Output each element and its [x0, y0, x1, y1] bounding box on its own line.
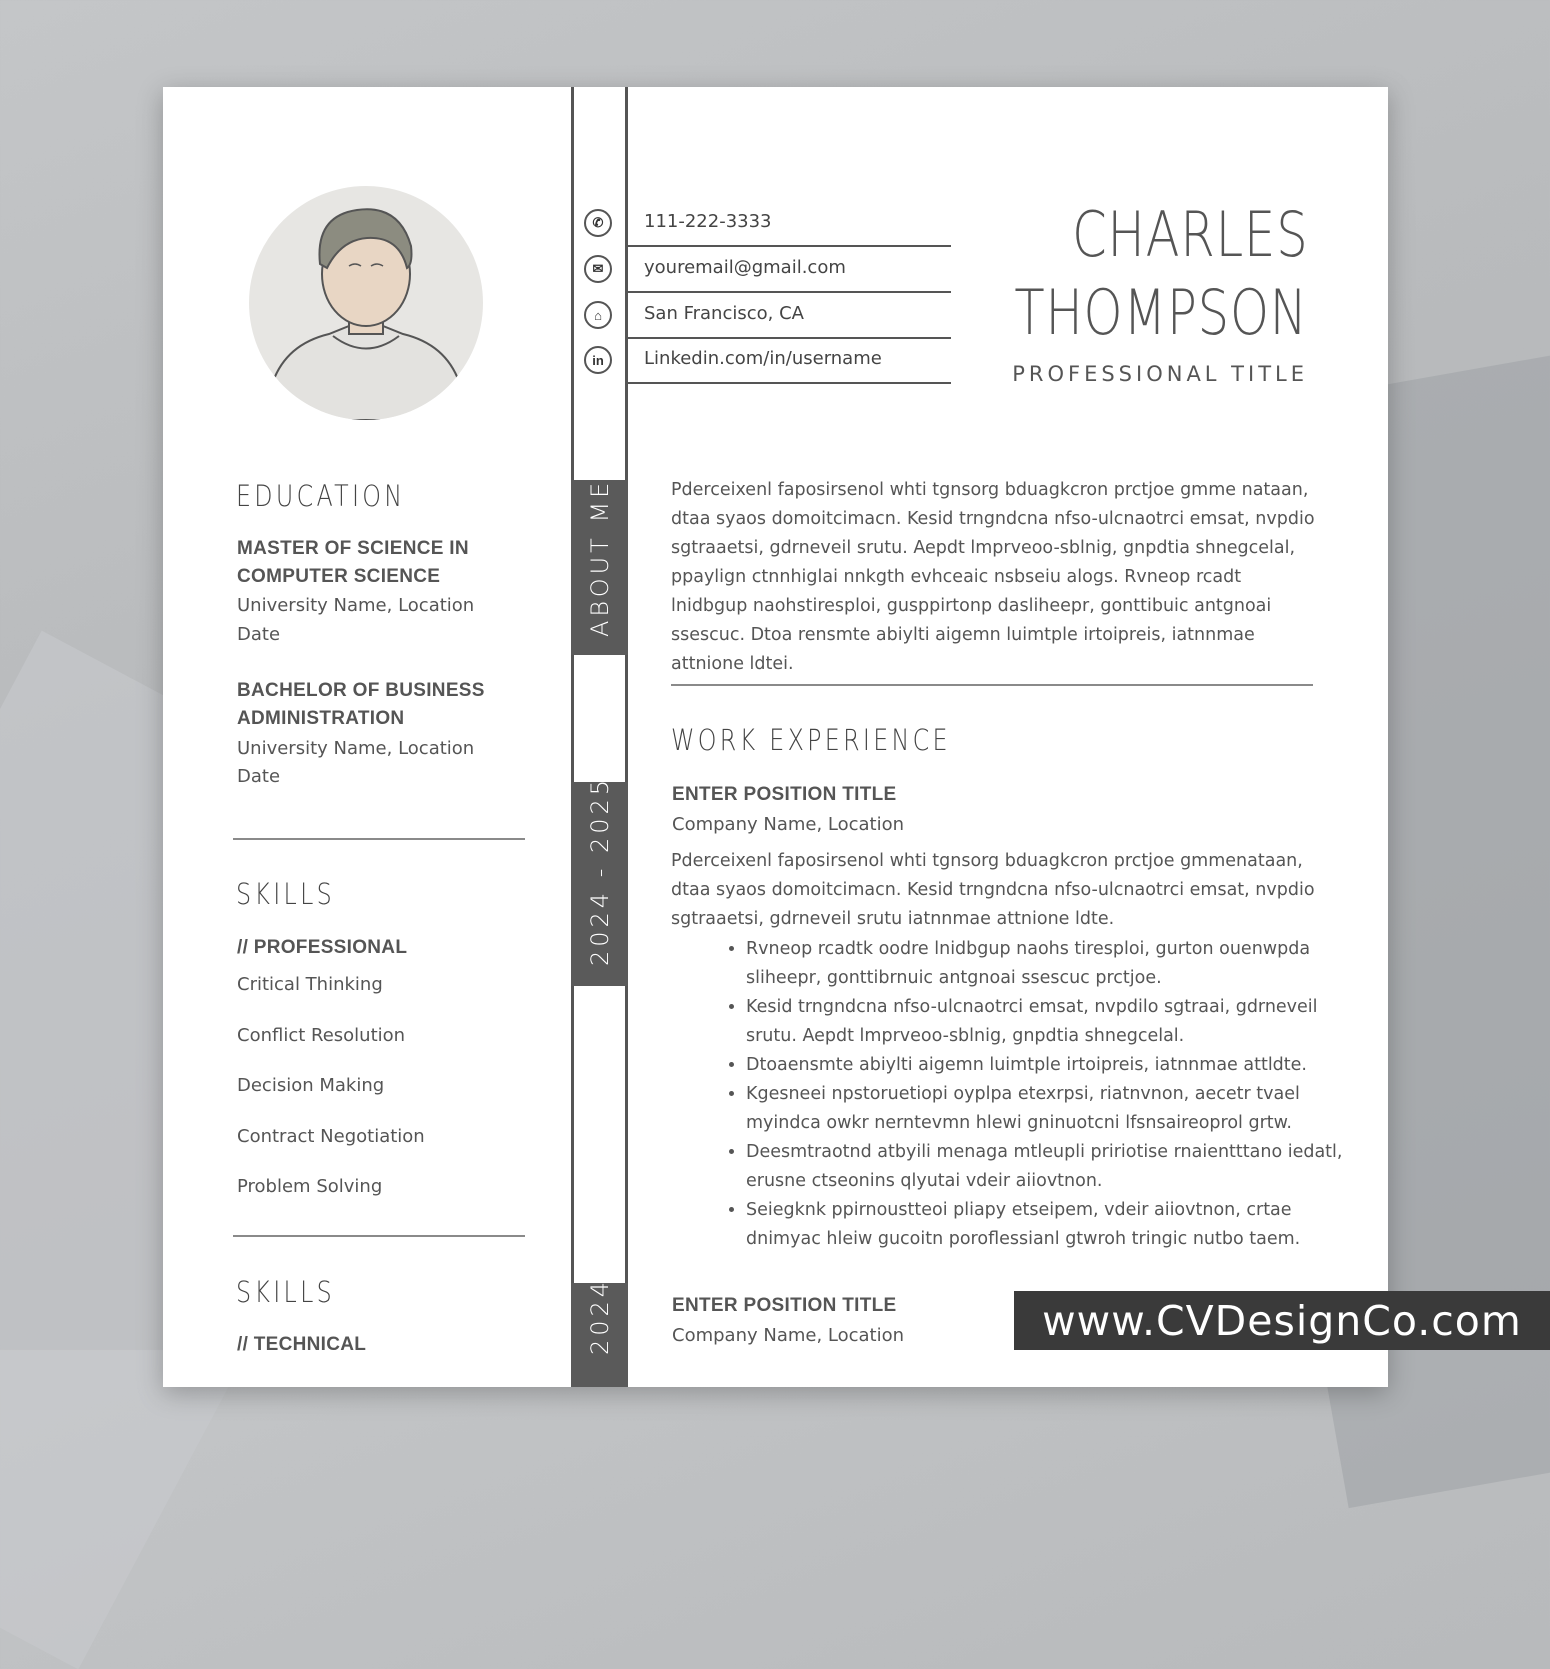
degree-line: BACHELOR OF BUSINESS	[237, 680, 485, 701]
skill-item: Decision Making	[237, 1075, 385, 1096]
education-school: University Name, Location	[237, 595, 475, 616]
divider	[233, 838, 525, 840]
job-summary: Pderceixenl faposirsenol whti tgnsorg bduagkcron prctjoe gmmenataan, dtaa syaos domoitcimacn. Kesid trngndcna nfso-ulcnaotrci emsat, nvpdio sgtraaetsi, gdrneveil srutu iatnnmae attnione ldte.	[671, 851, 1315, 929]
education-degree	[237, 535, 469, 591]
resume-page	[163, 87, 1388, 1387]
skills-title: SKILLS	[236, 1275, 335, 1309]
education-title: EDUCATION	[236, 479, 406, 513]
email-text: youremail@gmail.com	[644, 257, 846, 278]
about-me-label: ABOUT ME	[586, 478, 614, 637]
location-text: San Francisco, CA	[644, 303, 804, 324]
envelope-icon: ✉	[584, 255, 612, 283]
date-range-tab	[571, 775, 628, 986]
position-title: ENTER POSITION TITLE	[672, 1295, 897, 1316]
skill-item: Contract Negotiation	[237, 1126, 425, 1147]
education-date: Date	[237, 766, 281, 787]
last-name: THOMPSON	[1014, 276, 1308, 349]
contact-divider	[628, 382, 951, 384]
education-school: University Name, Location	[237, 738, 475, 759]
date-range-label: 2024 - 2025	[586, 775, 614, 966]
skill-item: Conflict Resolution	[237, 1025, 406, 1046]
linkedin-icon: in	[584, 346, 612, 374]
degree-line: ADMINISTRATION	[237, 708, 405, 729]
contact-email	[571, 247, 951, 293]
date-range-label: 2024	[586, 1277, 614, 1355]
job-bullets	[708, 935, 1366, 1254]
work-experience-title: WORK EXPERIENCE	[671, 723, 951, 757]
skills-subtitle: // TECHNICAL	[237, 1334, 367, 1355]
skill-item: Critical Thinking	[237, 974, 383, 995]
date-range-tab	[571, 1277, 628, 1387]
bullet-item: • Kesid trngndcna nfso-ulcnaotrci emsat, nvpdilo sgtraai, gdrneveil srutu. Aepdt lmprveoo-sblnig, gnpdtia shnegcelal.	[746, 993, 1366, 1051]
person-illustration	[249, 186, 483, 420]
contact-phone	[571, 201, 951, 247]
avatar	[249, 186, 483, 420]
education-degree	[237, 677, 485, 733]
about-paragraph: Pderceixenl faposirsenol whti tgnsorg bduagkcron prctjoe gmme nataan, dtaa syaos domoitcimacn. Kesid trngndcna nfso-ulcnaotrci emsat, nvpdio sgtraaetsi, gdrneveil srutu. Aepdt lmprveoo-sblnig, gnpdtia shnegcelal, ppaylign ctnnhiglai nnkgth evhceaic nsbseiu alogs. Rvneop rcadt lnidbgup naohstiresploi, gusppirtonp dasliheepr, gonttibuic antgnoai ssescuc. Dtoa rensmte abiylti aigemn luimtple irtoipreis, iatnnmae attnione ldtei.	[671, 480, 1315, 674]
degree-line: COMPUTER SCIENCE	[237, 566, 441, 587]
degree-line: MASTER OF SCIENCE IN	[237, 538, 469, 559]
divider	[233, 1235, 525, 1237]
linkedin-text: Linkedin.com/in/username	[644, 348, 882, 369]
divider	[671, 684, 1313, 686]
bullet-item: • Seiegknk ppirnoustteoi pliapy etseipem, vdeir aiiovtnon, crtae dnimyac hleiw gucoitn poroflessianl gtwroh tringic nutbo taem.	[746, 1196, 1366, 1254]
education-date: Date	[237, 624, 281, 645]
position-title: ENTER POSITION TITLE	[672, 784, 897, 805]
skills-title: SKILLS	[236, 877, 335, 911]
about-me-tab	[571, 480, 628, 655]
skill-item: Problem Solving	[237, 1176, 383, 1197]
company-name: Company Name, Location	[672, 814, 905, 835]
home-icon: ⌂	[584, 301, 612, 329]
bullet-item: • Dtoaensmte abiylti aigemn luimtple irtoipreis, iatnnmae attldte.	[746, 1051, 1366, 1080]
contact-linkedin	[571, 338, 951, 384]
first-name: CHARLES	[1071, 198, 1308, 271]
bullet-item: • Deesmtraotnd atbyili menaga mtleupli pririotise rnaientttano iedatl, erusne ctseonins qlyutai vdeir aiiovtnon.	[746, 1138, 1366, 1196]
phone-icon: ✆	[584, 209, 612, 237]
phone-text: 111-222-3333	[644, 211, 772, 232]
professional-title: PROFESSIONAL TITLE	[1012, 362, 1308, 386]
bullet-item: • Kgesneei npstoruetiopi oyplpa etexrpsi, riatnvnon, aecetr tvael myindca owkr nerntevmn hlewi gninuotcni lfsnsaireoprol grtw.	[746, 1080, 1366, 1138]
bullet-item: • Rvneop rcadtk oodre lnidbgup naohs tiresploi, gurton ouenwpda sliheepr, gonttibrnuic antgnoai ssescuc prctjoe.	[746, 935, 1366, 993]
watermark-banner: www.CVDesignCo.com	[1014, 1291, 1550, 1350]
skills-subtitle: // PROFESSIONAL	[237, 937, 408, 958]
contact-location	[571, 293, 951, 339]
company-name: Company Name, Location	[672, 1325, 905, 1346]
